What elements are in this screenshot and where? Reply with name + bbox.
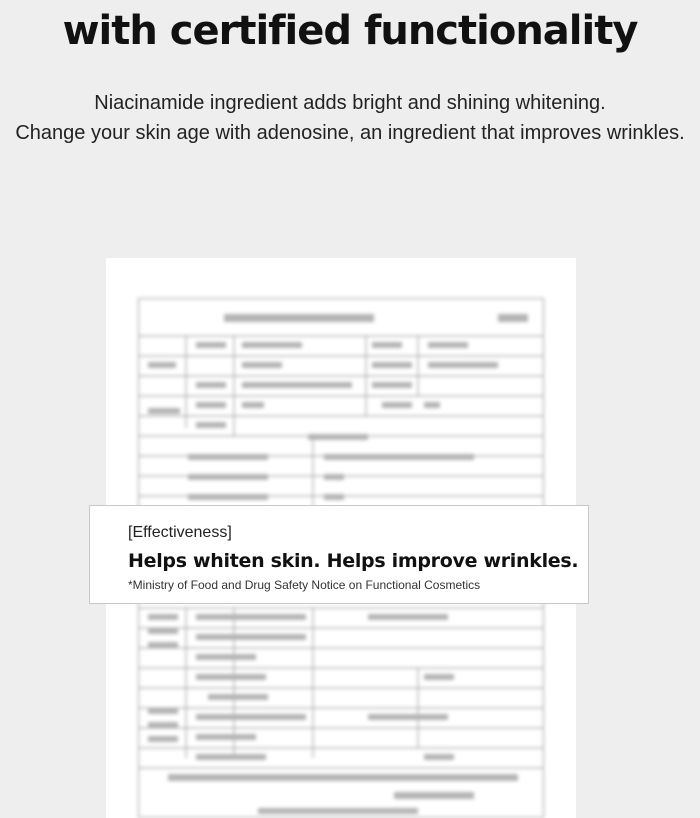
description-line-1: Niacinamide ingredient adds bright and shining whitening. bbox=[94, 92, 606, 114]
description-line-2: Change your skin age with adenosine, an ingredient that improves wrinkles. bbox=[15, 122, 685, 144]
callout-label: [Effectiveness] bbox=[128, 524, 232, 541]
headline: with certified functionality bbox=[62, 8, 638, 54]
callout-main-text: Helps whiten skin. Helps improve wrinkles. bbox=[128, 550, 579, 572]
effectiveness-callout bbox=[89, 505, 589, 604]
callout-footnote: *Ministry of Food and Drug Safety Notice on Functional Cosmetics bbox=[128, 578, 481, 592]
description bbox=[0, 88, 700, 148]
